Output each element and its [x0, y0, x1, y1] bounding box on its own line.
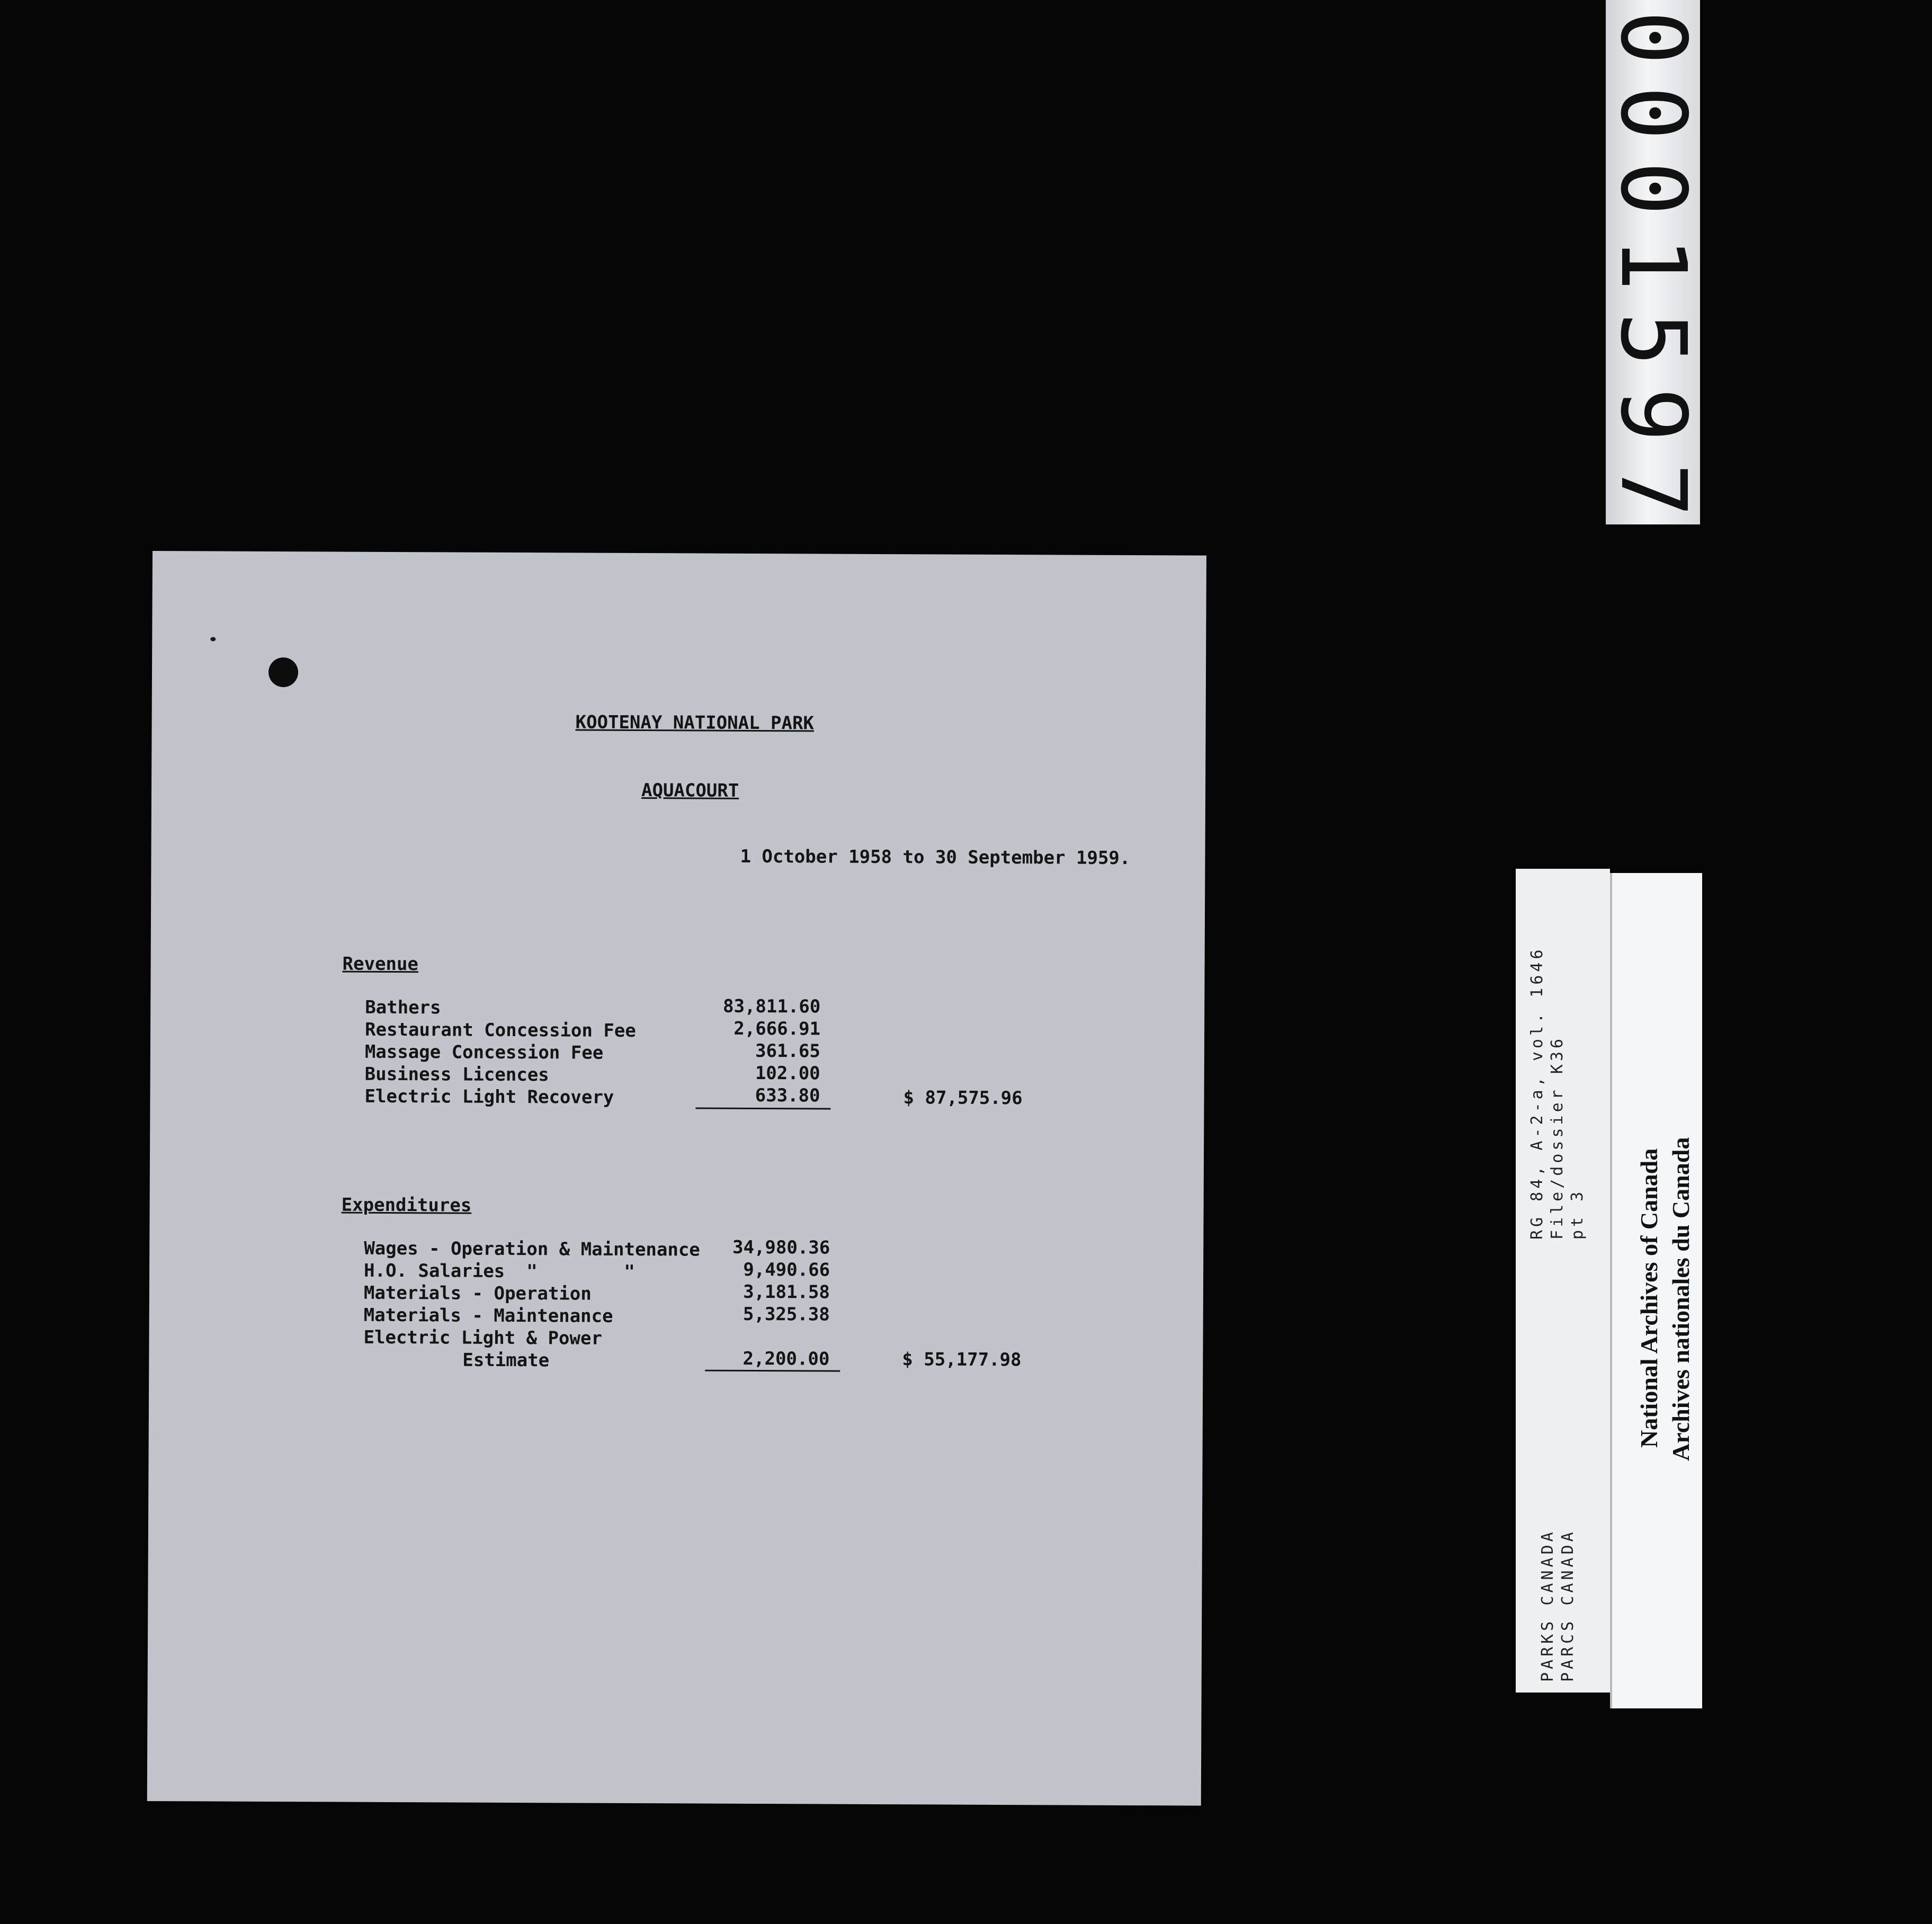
punch-hole — [269, 657, 298, 687]
expenditure-item-amount: 34,980.36 — [732, 1236, 830, 1259]
archive-name-label — [1610, 873, 1702, 1708]
reference-line: RG 84, A-2-a, vol. 1646 — [1528, 946, 1546, 1240]
archive-name-en: National Archives of Canada — [1635, 1148, 1662, 1448]
frame-number: 0001597 — [1600, 11, 1705, 539]
reference-line: pt 3 — [1568, 1188, 1587, 1240]
revenue-item-amount: 102.00 — [755, 1062, 820, 1084]
expenditure-item-label: Electric Light & Power — [363, 1326, 602, 1349]
agency-line: PARCS CANADA — [1559, 1529, 1577, 1682]
archive-name-fr: Archives nationales du Canada — [1667, 1137, 1694, 1461]
expenditure-item-amount: 2,200.00 — [743, 1348, 830, 1370]
expenditure-item-amount: 5,325.38 — [743, 1303, 830, 1325]
revenue-total: $ 87,575.96 — [903, 1087, 1023, 1109]
film-frame-tape — [1600, 0, 1705, 539]
agency-line: PARKS CANADA — [1539, 1529, 1557, 1682]
expenditures-subtotal-rule — [705, 1370, 840, 1372]
expenditure-item-label: H.O. Salaries " " — [363, 1260, 635, 1282]
revenue-item-amount: 2,666.91 — [734, 1018, 821, 1040]
expenditure-item-amount: 9,490.66 — [743, 1259, 830, 1281]
revenue-heading: Revenue — [342, 953, 418, 975]
expenditure-item-amount: 3,181.58 — [743, 1281, 830, 1303]
revenue-item-label: Bathers — [365, 996, 441, 1019]
expenditure-item-label: Materials - Maintenance — [363, 1304, 613, 1327]
revenue-item-label: Massage Concession Fee — [364, 1041, 604, 1064]
expenditure-item-label: Wages - Operation & Maintenance — [364, 1237, 700, 1261]
paper-speck — [210, 637, 216, 641]
expenditure-item-label: Estimate — [462, 1349, 550, 1371]
revenue-item-amount: 633.80 — [755, 1084, 820, 1107]
document-title: KOOTENAY NATIONAL PARK — [575, 711, 815, 734]
expenditure-item-label: Materials - Operation — [363, 1282, 592, 1305]
document-period: 1 October 1958 to 30 September 1959. — [740, 845, 1131, 869]
revenue-item-label: Electric Light Recovery — [364, 1085, 614, 1108]
expenditures-total: $ 55,177.98 — [902, 1349, 1022, 1371]
archive-reference-label — [1516, 869, 1610, 1693]
expenditures-heading: Expenditures — [341, 1194, 472, 1216]
revenue-subtotal-rule — [695, 1107, 830, 1109]
revenue-item-amount: 361.65 — [755, 1040, 820, 1062]
reference-line: File/dossier K36 — [1548, 1036, 1567, 1240]
revenue-item-label: Business Licences — [364, 1063, 549, 1086]
revenue-item-amount: 83,811.60 — [722, 995, 821, 1018]
document-page — [147, 551, 1206, 1806]
revenue-item-label: Restaurant Concession Fee — [364, 1019, 636, 1041]
document-subtitle: AQUACOURT — [641, 780, 739, 801]
